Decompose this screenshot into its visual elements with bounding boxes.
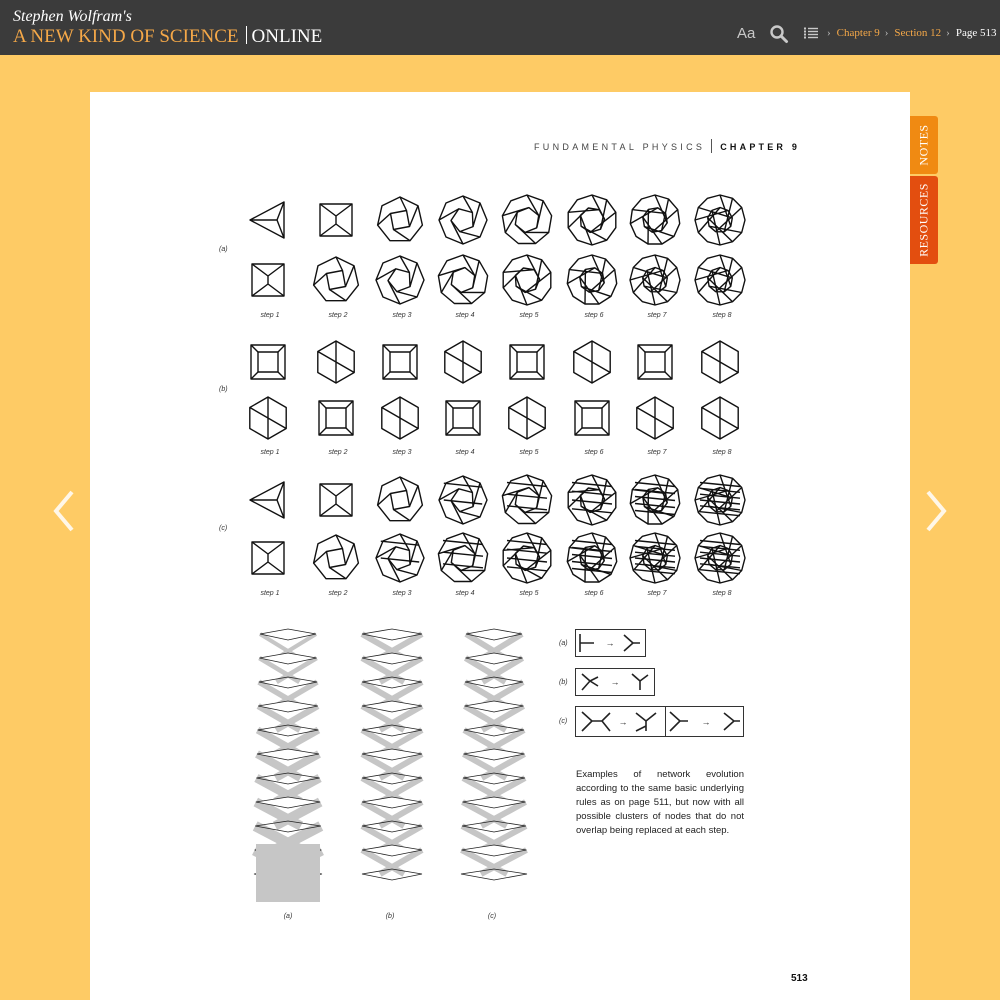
network-figure [309,473,363,527]
network-figure [309,253,363,307]
causal-network-towers [245,622,545,912]
network-figure [500,531,554,585]
network-figure [693,391,747,445]
brand-divider [246,26,247,44]
network-figure [436,335,490,389]
breadcrumb-chapter[interactable]: Chapter 9 [836,27,880,39]
network-figure [373,335,427,389]
breadcrumb-page: Page 513 [955,27,997,39]
network-figure [436,473,490,527]
network-figure [628,473,682,527]
top-bar [0,0,1000,55]
network-figure [565,391,619,445]
brand-title-line [13,26,322,48]
network-figure [500,193,554,247]
row-label-a: (a) [219,246,228,253]
brand-title: A NEW KIND OF SCIENCE [13,26,239,47]
font-size-button[interactable]: Aa [737,25,756,42]
network-figure [241,473,295,527]
network-figure [373,531,427,585]
network-figure [693,531,747,585]
network-figure [373,193,427,247]
brand-online: ONLINE [251,26,323,47]
step-label: step 4 [455,590,475,597]
network-figure [309,335,363,389]
step-label: step 5 [519,590,539,597]
network-figure [436,193,490,247]
network-figure [565,253,619,307]
network-figure [373,473,427,527]
row-label-b: (b) [219,386,228,393]
network-figure [309,531,363,585]
breadcrumb [822,27,996,40]
chevron-right-icon: › [827,27,831,39]
step-label: step 8 [712,590,732,597]
step-label: step 6 [584,590,604,597]
network-figure [241,193,295,247]
step-label: step 8 [712,312,732,319]
network-figure [436,253,490,307]
chevron-right-icon: › [946,27,950,39]
rule-arrow-c1: → [618,717,628,727]
network-figure [693,473,747,527]
network-figure [373,253,427,307]
rule-label-c: (c) [559,718,568,725]
network-figure [500,473,554,527]
rule-arrow-c2: → [701,717,711,727]
network-figure [628,253,682,307]
step-label: step 1 [260,590,280,597]
tower-label-c: (c) [487,913,497,920]
notes-tab[interactable]: NOTES [910,116,938,174]
step-label: step 4 [455,449,475,456]
list-icon[interactable] [804,27,818,39]
network-figure [241,335,295,389]
rule-box-c [575,706,744,737]
step-label: step 6 [584,449,604,456]
chevron-right-icon: › [884,27,889,39]
chevron-right-icon[interactable] [923,488,949,534]
network-figure [565,193,619,247]
running-head-section: FUNDAMENTAL PHYSICS [534,142,706,152]
network-figure [241,253,295,307]
rule-label-a: (a) [559,640,568,647]
network-figure [565,335,619,389]
rule-box-b [575,668,655,696]
network-figure [693,193,747,247]
network-figure [309,391,363,445]
breadcrumb-section[interactable]: Section 12 [894,27,942,39]
running-head [534,139,800,153]
network-figure [373,391,427,445]
step-label: step 3 [392,590,412,597]
step-label: step 3 [392,449,412,456]
brand-author: Stephen Wolfram's [13,8,132,25]
network-figure [241,391,295,445]
network-figure [565,531,619,585]
step-label: step 1 [260,312,280,319]
network-figure [565,473,619,527]
step-label: step 2 [328,312,348,319]
network-figure [500,391,554,445]
network-figure [628,391,682,445]
network-figure [309,193,363,247]
network-figure [436,391,490,445]
step-label: step 7 [647,590,667,597]
search-icon[interactable] [769,24,789,44]
rule-box-a [575,629,646,657]
network-figure [241,531,295,585]
network-figure [693,335,747,389]
step-label: step 5 [519,312,539,319]
network-figure [500,253,554,307]
network-figure [436,531,490,585]
step-label: step 2 [328,590,348,597]
tower-label-a: (a) [283,913,293,920]
figure-caption: Examples of network evolution according to the same basic underlying rules as on page 511, but now with all possible clusters of nodes that do not overlap being replaced at each step. [576,769,744,836]
network-figure [628,335,682,389]
step-label: step 8 [712,449,732,456]
step-label: step 4 [455,312,475,319]
step-label: step 7 [647,312,667,319]
step-label: step 3 [392,312,412,319]
resources-tab[interactable]: RESOURCES [910,176,938,264]
step-label: step 6 [584,312,604,319]
chevron-left-icon[interactable] [51,488,77,534]
rule-arrow-b: → [610,677,620,687]
step-label: step 2 [328,449,348,456]
rule-arrow-a: → [605,638,615,648]
network-figure [693,253,747,307]
rule-label-b: (b) [559,679,568,686]
network-figure [628,531,682,585]
network-figure [500,335,554,389]
step-label: step 7 [647,449,667,456]
row-label-c: (c) [219,525,228,532]
page-number: 513 [791,973,808,984]
running-head-chapter: CHAPTER 9 [720,142,801,152]
site-logo[interactable] [13,8,322,48]
step-label: step 5 [519,449,539,456]
tower-label-b: (b) [385,913,395,920]
network-figure [628,193,682,247]
step-label: step 1 [260,449,280,456]
